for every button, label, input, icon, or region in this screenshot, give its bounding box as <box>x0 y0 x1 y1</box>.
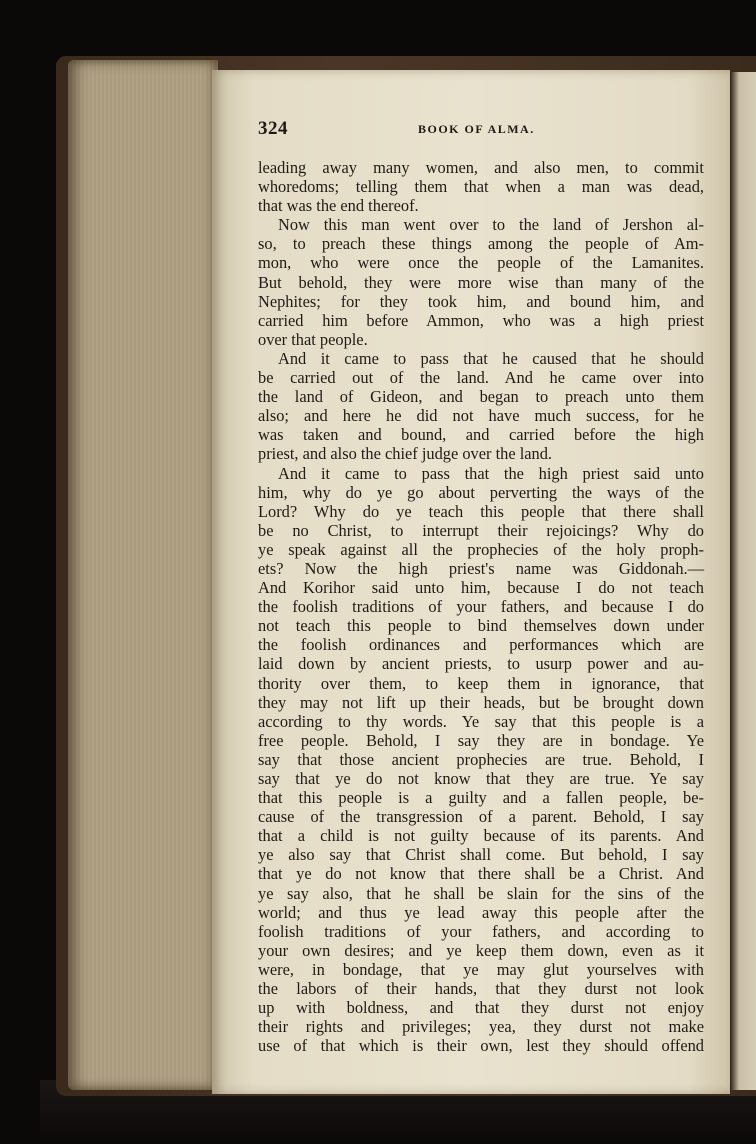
text-line: over that people. <box>258 329 368 349</box>
text-line: the labors of their hands, that they durst not look <box>258 979 704 999</box>
text-line: be no Christ, to interrupt their rejoicings? Why do <box>258 520 704 540</box>
text-line: that ye do not know that there shall be a Christ. And <box>258 864 704 884</box>
text-line: And it came to pass that he caused that he should <box>278 348 704 368</box>
text-line: that was the end thereof. <box>258 196 419 216</box>
text-line: according to thy words. Ye say that this people is a <box>258 711 704 731</box>
text-line: Now this man went over to the land of Jershon al- <box>278 215 704 235</box>
text-line: thority over them, to keep them in ignorance, that <box>258 673 704 693</box>
text-line: cause of the transgression of a parent. Behold, I say <box>258 807 704 827</box>
text-line: be carried out of the land. And he came over into <box>258 368 704 388</box>
text-line: free people. Behold, I say they are in bondage. Ye <box>258 730 704 750</box>
text-line: say that those ancient prophecies are true. Behold, I <box>258 749 704 769</box>
text-line: ye also say that Christ shall come. But behold, I say <box>258 845 704 865</box>
facing-page-edge <box>730 72 756 1090</box>
text-line: priest, and also the chief judge over the land. <box>258 444 553 464</box>
text-line: But behold, they were more wise than many of the <box>258 272 704 292</box>
text-line: use of that which is their own, lest they should offend <box>258 1036 704 1056</box>
text-line: the foolish traditions of your fathers, and because I do <box>258 597 704 617</box>
text-line: carried him before Ammon, who was a high priest <box>258 310 704 330</box>
text-line: also; and here he did not have much success, for he <box>258 406 704 426</box>
text-line: the foolish ordinances and performances which are <box>258 635 704 655</box>
text-line: was taken and bound, and carried before the high <box>258 425 704 445</box>
running-head <box>258 118 704 142</box>
text-line: that a child is not guilty because of its parents. And <box>258 826 704 846</box>
text-line: they may not lift up their heads, but be brought down <box>258 692 704 712</box>
text-line: so, to preach these things among the people of Am- <box>258 234 704 254</box>
text-line: ye say also, that he shall be slain for the sins of the <box>258 883 704 903</box>
text-line: whoredoms; telling them that when a man was dead, <box>258 177 704 197</box>
text-line: And it came to pass that the high priest said unto <box>278 463 704 483</box>
text-line: mon, who were once the people of the Lamanites. <box>258 253 704 273</box>
text-line: foolish traditions of your fathers, and according to <box>258 921 704 941</box>
page-number: 324 <box>258 118 288 139</box>
text-line: him, why do ye go about perverting the ways of the <box>258 482 704 502</box>
text-line: leading away many women, and also men, to commit <box>258 158 704 177</box>
text-line: the land of Gideon, and began to preach unto them <box>258 387 704 407</box>
text-line: ye speak against all the prophecies of the holy proph- <box>258 539 704 559</box>
text-line: ets? Now the high priest's name was Giddonah.— <box>258 558 704 578</box>
text-line: their rights and privileges; yea, they durst not make <box>258 1017 704 1037</box>
text-line: that this people is a guilty and a fallen people, be- <box>258 788 704 808</box>
text-line: say that ye do not know that they are true. Ye say <box>258 769 704 788</box>
text-line: Nephites; for they took him, and bound him, and <box>258 291 704 311</box>
text-line: And Korihor said unto him, because I do not teach <box>258 578 704 598</box>
text-line: up with boldness, and that they durst not enjoy <box>258 998 704 1018</box>
text-line: not teach this people to bind themselves down under <box>258 616 704 636</box>
text-line: were, in bondage, that ye may glut yourselves with <box>258 959 704 979</box>
running-title: BOOK OF ALMA. <box>418 122 535 136</box>
text-line: Lord? Why do ye teach this people that there shall <box>258 501 704 521</box>
body-text <box>258 158 704 1055</box>
page-edges <box>68 60 218 1090</box>
text-line: laid down by ancient priests, to usurp power and au- <box>258 654 704 674</box>
text-line: world; and thus ye lead away this people after the <box>258 902 704 922</box>
text-line: your own desires; and ye keep them down, even as it <box>258 940 704 960</box>
